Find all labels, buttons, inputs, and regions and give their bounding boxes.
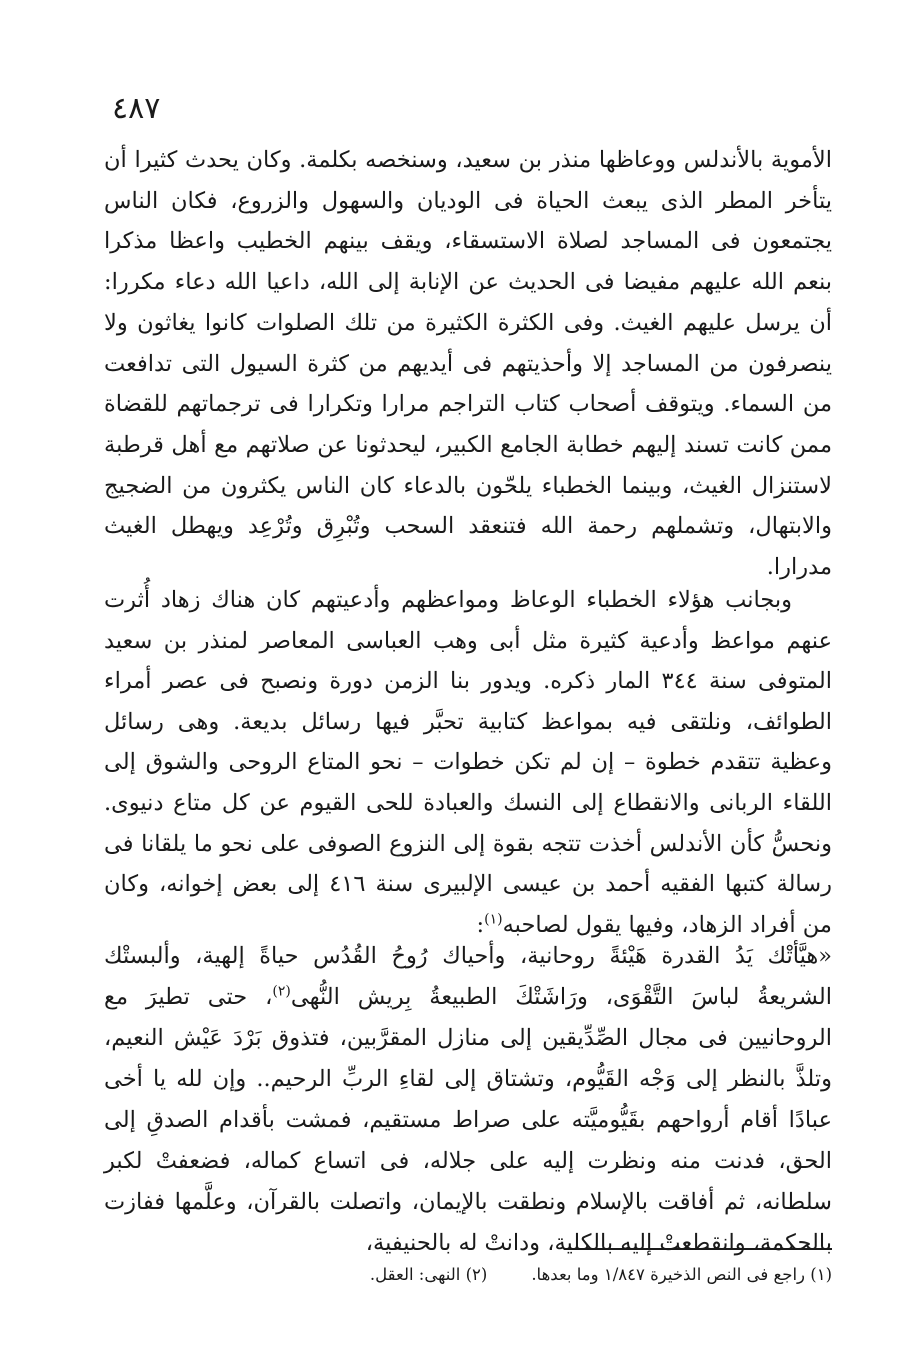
- footnote-separator: [564, 1248, 832, 1250]
- paragraph-ascetics-text: وبجانب هؤلاء الخطباء الوعاظ ومواعظهم وأدعيتهم كان هناك زهاد أُثرت عنهم مواعظ وأدعية كثيرة مثل أبى وهب العباسى المعاصر لمنذر بن سعيد المتوفى سنة ٣٤٤ المار ذكره. ويدور بنا الزمن دورة ونصبح فى عصر أمراء الطوائف، ونلتقى فيه بمواعظ كتابية تحبَّر فيها رسائل بديعة. وهى رسائل وعظية تتقدم خطوة – إن لم تكن خطوات – نحو المتاع الروحى والشوق إلى اللقاء الربانى والانقطاع إلى النسك والعبادة للحى القيوم عن كل متاع دنيوى. ونحسُّ كأن الأندلس أخذت تتجه بقوة إلى النزوع الصوفى على نحو ما يلقانا فى رسالة كتبها الفقيه أحمد بن عيسى الإلبيرى سنة ٤١٦ إلى بعض إخوانه، وكان من أفراد الزهاد، وفيها يقول لصاحبه: [104, 587, 833, 938]
- footnote-marker-2: (٢): [272, 983, 291, 1000]
- page-number: ٤٨٧: [112, 91, 161, 126]
- footnote-2: (٢) النهى: العقل.: [369, 1265, 488, 1284]
- paragraph-rain-prayers: الأموية بالأندلس ووعاظها منذر بن سعيد، وسنخصه بكلمة. وكان يحدث كثيرا أن يتأخر المطر الذى يبعث الحياة فى الوديان والسهول والزروع، فكان الناس يجتمعون فى المساجد لصلاة الاستسقاء، ويقف بينهم الخطيب واعظا مذكرا بنعم الله عليهم مفيضا فى الحديث عن الإنابة إلى الله، داعيا الله دعاء مكررا: أن يرسل عليهم الغيث. وفى الكثرة الكثيرة من تلك الصلوات كانوا يغاثون ولا ينصرفون من المساجد إلا وأحذيتهم فى أيديهم من كثرة السيول التى تدافعت من السماء. ويتوقف أصحاب كتاب التراجم مرارا وتكرارا فى ترجماتهم للقضاة ممن كانت تسند إليهم خطابة الجامع الكبير، ليحدثونا عن صلاتهم مع أهل قرطبة لاستنزال الغيث، وبينما الخطباء يلحّون بالدعاء كان الناس يكثرون من الضجيج والابتهال، وتشملهم رحمة الله فتنعقد السحب وتُبْرِق وتُرْعِد ويهطل الغيث مدرارا.: [104, 147, 832, 581]
- footnote-1: (١) راجع فى النص الذخيرة ١/٨٤٧ وما بعدها.: [531, 1265, 832, 1284]
- footnotes: [300, 1262, 832, 1288]
- quoted-epistle-rest: ، حتى تطيرَ مع الروحانيين فى مجال الصِّدِّيقين إلى منازل المقرَّبين، فتذوق بَرْدَ عَيْش النعيم، وتلذَّ بالنظر إلى وَجْه القَيُّوم، وتشتاق إلى لقاءِ الربِّ الرحيم.. وإن لله يا أخى عبادًا أقام أرواحهم بقَيُّوميَّته على صراط مستقيم، فمشت بأقدام الصدقِ إلى الحق، فدنت منه ونظرت إليه على جلاله، فى اتساع كماله، فضعفتْ لكبر سلطانه، ثم أفاقت بالإسلام ونطقت بالإيمان، واتصلت بالقرآن، وعلَّمها ففازت بالحكمة، وانقطعتْ إليه بالكلية، ودانتْ له بالحنيفية،: [104, 984, 832, 1256]
- paragraph-ascetics: [104, 580, 832, 945]
- paragraph-ascetics-colon: :: [476, 911, 485, 938]
- footnote-marker-1: (١): [484, 911, 503, 928]
- quoted-epistle: [104, 936, 832, 1264]
- quoted-epistle-start: «هيَّأتْك يَدُ القدرة هَيْئةً روحانية، وأحياك رُوحُ القُدُس حياةً إلهية، وألبستْك الشريعةُ لباسَ التَّقْوَى، ورَاشَتْكَ الطبيعةُ بِريش النُّهى: [104, 943, 833, 1010]
